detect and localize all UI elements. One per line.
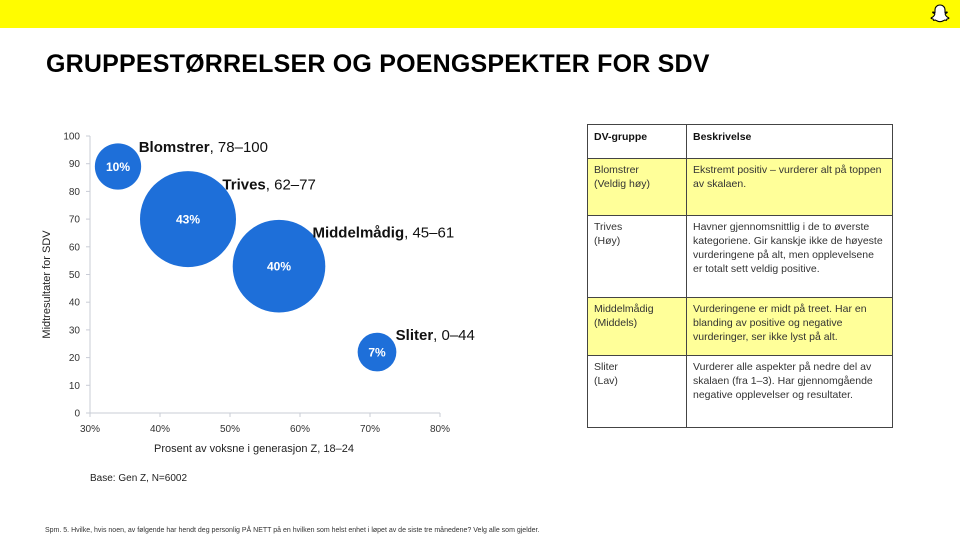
dv-group-table <box>587 124 893 428</box>
group-name: Blomstrer <box>594 164 639 176</box>
y-tick-label: 90 <box>68 159 80 171</box>
group-name: Trives <box>594 221 623 233</box>
bubble-group-label: Blomstrer, 78–100 <box>138 139 268 157</box>
table-row-sliter <box>588 356 893 428</box>
top-brand-bar <box>0 0 960 28</box>
bubble-group-label: Middelmådig, 45–61 <box>312 224 455 242</box>
x-tick-label: 50% <box>219 424 241 435</box>
y-tick-label: 70 <box>68 214 80 226</box>
y-tick-label: 60 <box>68 242 80 254</box>
group-level: (Lav) <box>594 375 618 387</box>
y-axis-title: Midtresultater for SDV <box>41 230 53 339</box>
y-tick-label: 80 <box>68 186 80 198</box>
x-axis-title: Prosent av voksne i generasjon Z, 18–24 <box>154 443 354 455</box>
x-tick-label: 60% <box>289 424 311 435</box>
x-tick-label: 70% <box>359 424 381 435</box>
group-cell <box>588 159 687 216</box>
y-tick-label: 0 <box>74 408 80 420</box>
group-level: (Middels) <box>594 317 638 329</box>
group-cell <box>588 216 687 298</box>
table-header-row <box>588 125 893 159</box>
bubble-size-label: 7% <box>368 345 386 360</box>
group-name: Sliter <box>594 361 618 373</box>
y-tick-label: 50 <box>68 270 80 281</box>
bubble-size-label: 43% <box>175 212 201 227</box>
base-note: Base: Gen Z, N=6002 <box>90 473 188 484</box>
bubble-size-label: 10% <box>105 159 131 174</box>
x-tick-label: 40% <box>149 424 171 435</box>
column-header-description: Beskrivelse <box>687 125 893 159</box>
snapchat-ghost-icon <box>930 3 950 25</box>
description-cell: Vurderingene er midt på treet. Har en blanding av positive og negative vurderinger, ser ikke lyst på alt. <box>687 298 893 356</box>
column-header-group: DV-gruppe <box>588 125 687 159</box>
table-row-middelmadig <box>588 298 893 356</box>
group-level: (Veldig høy) <box>594 178 651 190</box>
y-tick-label: 100 <box>63 131 80 143</box>
bubble-size-label: 40% <box>266 259 292 274</box>
x-tick-label: 30% <box>79 424 101 435</box>
bubble-group-label: Trives, 62–77 <box>222 176 316 194</box>
bubble-group-label: Sliter, 0–44 <box>395 327 475 345</box>
y-tick-label: 30 <box>68 325 80 337</box>
group-cell <box>588 298 687 356</box>
description-cell: Ekstremt positiv – vurderer alt på toppen av skalaen. <box>687 159 893 216</box>
x-tick-label: 80% <box>429 424 451 435</box>
group-cell <box>588 356 687 428</box>
y-tick-label: 40 <box>68 297 80 309</box>
footnote: Spm. 5. Hvilke, hvis noen, av følgende har hendt deg personlig PÅ NETT på en hvilken som helst enhet i løpet av de siste tre månedene? Velg alle som gjelder. <box>45 527 540 534</box>
table-row-trives <box>588 216 893 298</box>
description-cell: Havner gjennomsnittlig i de to øverste kategoriene. Gir kanskje ikke de høyeste vurderingene på alt, men opplevelsene er totalt sett veldig positive. <box>687 216 893 298</box>
group-name: Middelmådig <box>594 303 654 315</box>
table-row-blomstrer <box>588 159 893 216</box>
group-level: (Høy) <box>594 235 621 247</box>
y-tick-label: 20 <box>68 353 80 365</box>
y-tick-label: 10 <box>68 380 80 392</box>
page-title: GRUPPESTØRRELSER OG POENGSPEKTER FOR SDV <box>46 50 710 78</box>
bubble-chart <box>30 120 570 470</box>
description-cell: Vurderer alle aspekter på nedre del av skalaen (fra 1–3). Har gjennomgående negative opplevelser og resultater. <box>687 356 893 428</box>
